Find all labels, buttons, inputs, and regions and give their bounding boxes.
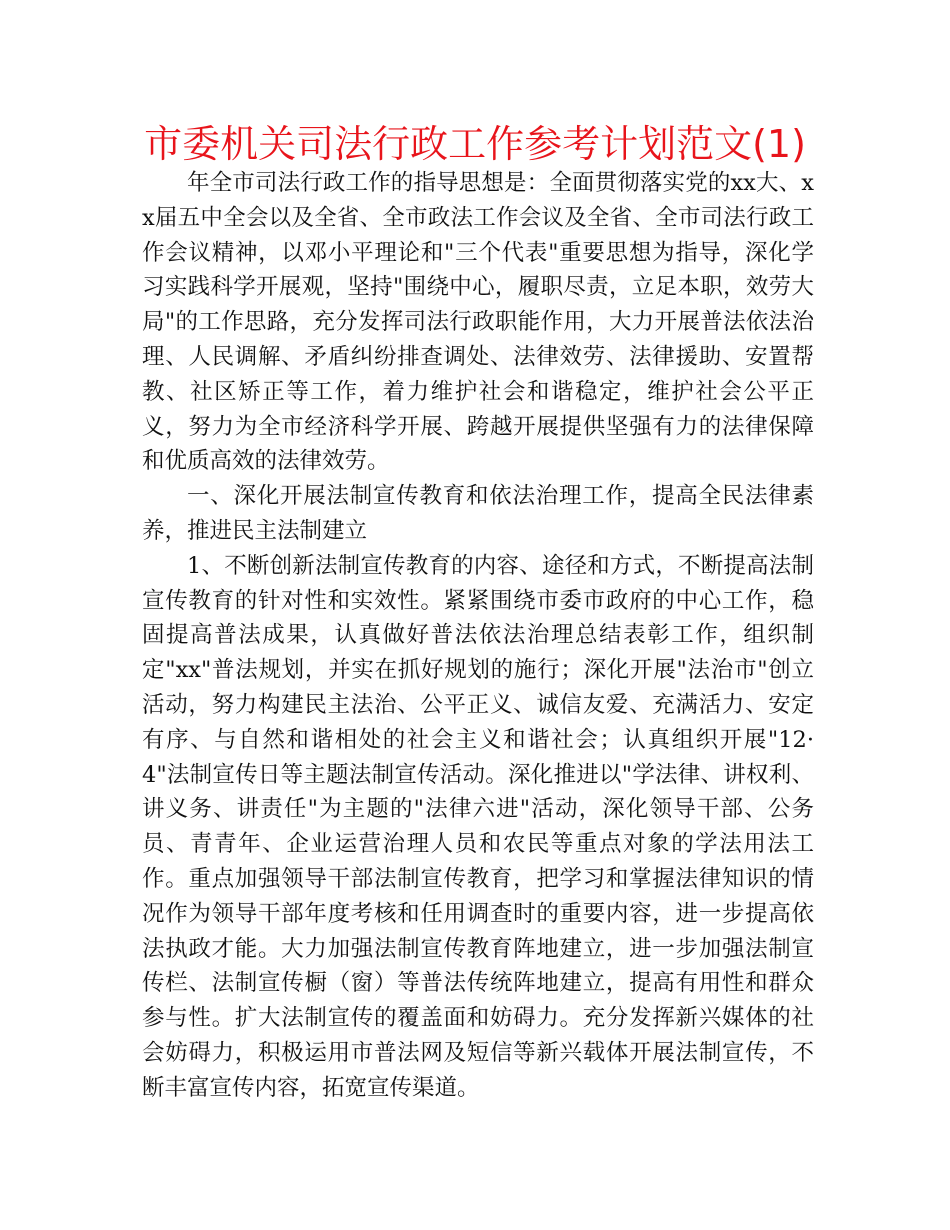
paragraph-guiding-thought: 年全市司法行政工作的指导思想是：全面贯彻落实党的xx大、xx届五中全会以及全省、全市政法工作会议及全省、全市司法行政工作会议精神，以邓小平理论和"三个代表"重要思想为指导，深化学习实践科学开展观，坚持"围绕中心，履职尽责，立足本职，效劳大局"的工作思路，充分发挥司法行政职能作用，大力开展普法依法治理、人民调解、矛盾纠纷排查调处、法律效劳、法律援助、安置帮教、社区矫正等工作，着力维护社会和谐稳定，维护社会公平正义，努力为全市经济科学开展、跨越开展提供坚强有力的法律保障和优质高效的法律效劳。 xyxy=(142,170,814,475)
document-body xyxy=(142,166,814,1106)
document-title: 市委机关司法行政工作参考计划范文(1) xyxy=(144,122,806,166)
section-heading-one: 一、深化开展法制宣传教育和依法治理工作，提高全民法律素养，推进民主法制建立 xyxy=(142,483,814,544)
paragraph-item-one: 1、不断创新法制宣传教育的内容、途径和方式，不断提高法制宣传教育的针对性和实效性。紧紧围绕市委市政府的中心工作，稳固提高普法成果，认真做好普法依法治理总结表彰工作，组织制定"xx"普法规划，并实在抓好规划的施行；深化开展"法治市"创立活动，努力构建民主法治、公平正义、诚信友爱、充满活力、安定有序、与自然和谐相处的社会主义和谐社会；认真组织开展"12·4"法制宣传日等主题法制宣传活动。深化推进以"学法律、讲权利、讲义务、讲责任"为主题的"法律六进"活动，深化领导干部、公务员、青青年、企业运营治理人员和农民等重点对象的学法用法工作。重点加强领导干部法制宣传教育，把学习和掌握法律知识的情况作为领导干部年度考核和任用调查时的重要内容，进一步提高依法执政才能。大力加强法制宣传教育阵地建立，进一步加强法制宣传栏、法制宣传橱（窗）等普法传统阵地建立，提高有用性和群众参与性。扩大法制宣传的覆盖面和妨碍力。充分发挥新兴媒体的社会妨碍力，积极运用市普法网及短信等新兴载体开展法制宣传，不断丰富宣传内容，拓宽宣传渠道。 xyxy=(142,552,814,1101)
